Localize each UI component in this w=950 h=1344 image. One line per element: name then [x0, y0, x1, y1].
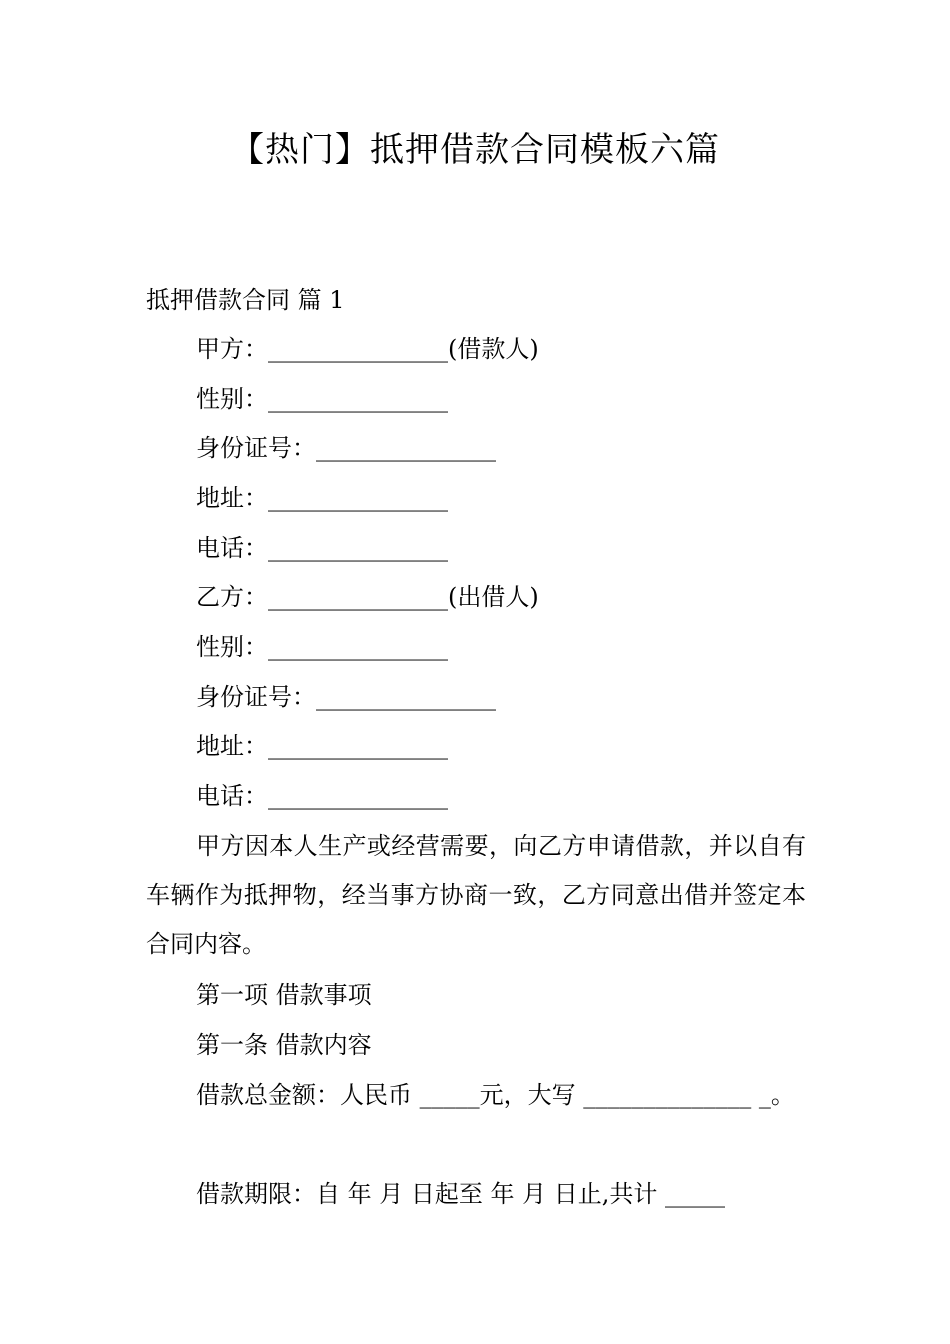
field-party-a: 甲方：_______________(借款人): [196, 335, 539, 363]
field-id-number-a: 身份证号：_______________: [196, 434, 496, 462]
field-phone-a: 电话：_______________: [196, 534, 448, 562]
item-heading: 第一项 借款事项: [196, 981, 372, 1009]
amount-paragraph: 借款总金额：人民币 _____元，大写 ______________ _。: [196, 1081, 795, 1109]
field-address-a: 地址：_______________: [196, 484, 448, 512]
field-phone-b: 电话：_______________: [196, 782, 448, 810]
clause-heading: 第一条 借款内容: [196, 1031, 372, 1059]
field-id-number-b: 身份证号：_______________: [196, 683, 496, 711]
term-line: 借款期限：自 年 月 日起至 年 月 日止,共计 _____: [196, 1180, 726, 1208]
field-gender-a: 性别：_______________: [196, 385, 448, 413]
intro-paragraph: 甲方因本人生产或经营需要，向乙方申请借款，并以自有车辆作为抵押物，经当事方协商一致，乙方同意出借并签定本合同内容。: [146, 832, 806, 958]
document-title: 【热门】抵押借款合同模板六篇: [230, 130, 720, 170]
section-heading: 抵押借款合同 篇 1: [146, 286, 345, 314]
field-party-b: 乙方：_______________(出借人): [196, 583, 539, 611]
field-gender-b: 性别：_______________: [196, 633, 448, 661]
field-address-b: 地址：_______________: [196, 732, 448, 760]
